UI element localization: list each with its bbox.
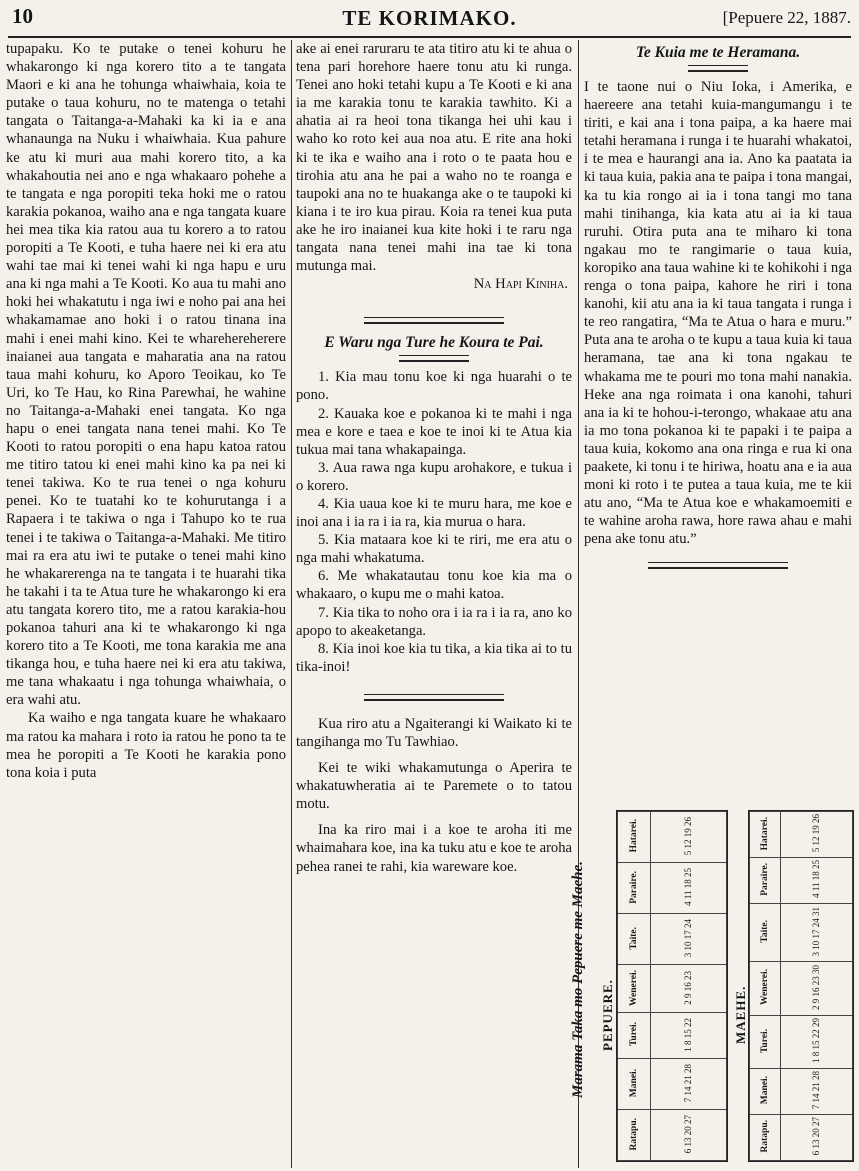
- weekday-label: Paraire.: [628, 870, 639, 904]
- calendar-row: [750, 903, 853, 962]
- weekday-label: Hatarei.: [628, 819, 639, 853]
- calendar-table: [749, 811, 853, 1161]
- calendar-month-2-name: MAEHE.: [733, 985, 748, 1045]
- calendar-row: [618, 1109, 727, 1160]
- heading-rule: [399, 355, 469, 362]
- heading-rule: [688, 65, 748, 72]
- rule-item: 8. Kia inoi koe kia tu tika, a kia tika ai to tu tika-inoi!: [296, 640, 572, 675]
- weekday-label: Turei.: [628, 1022, 639, 1047]
- weekday-cell: [618, 1109, 651, 1160]
- rule-item: 4. Kia uaua koe ki te muru hara, me koe e inoi ana i ia ra i ia ra, kia murua o hara.: [296, 495, 572, 531]
- weekday-dates: 7 14 21 28: [683, 1063, 694, 1102]
- weekday-cell: [750, 1069, 781, 1115]
- weekday-cell: [750, 1115, 781, 1161]
- dates-cell: [650, 913, 726, 964]
- calendar-month-1: [616, 810, 728, 1162]
- weekday-cell: [750, 903, 781, 962]
- calendar-table: [617, 811, 727, 1161]
- calendar-row: [618, 1013, 727, 1059]
- column-3: [584, 40, 852, 569]
- section-divider: [364, 317, 504, 324]
- weekday-cell: [618, 1013, 651, 1059]
- story-heading: Te Kuia me te Heramana.: [635, 44, 801, 61]
- rule-item: 5. Kia mataara koe ki te riri, me era atu o nga mahi whakatuma.: [296, 532, 572, 567]
- section-divider: [364, 694, 504, 701]
- calendar-row: [750, 812, 853, 858]
- rule-item: 6. Me whakatautau tonu koe kia ma o whakaaro, o kupu me o mahi katoa.: [296, 568, 572, 603]
- weekday-dates: 5 12 19 26: [683, 816, 694, 856]
- weekday-dates: 1 8 15 22: [683, 1017, 694, 1052]
- calendar-row: [618, 1058, 727, 1109]
- weekday-dates: 2 9 16 23: [683, 970, 694, 1005]
- calendar-row: [750, 1015, 853, 1068]
- weekday-cell: [618, 863, 651, 914]
- dates-cell: [780, 903, 852, 962]
- weekday-label: Turei.: [759, 1028, 770, 1053]
- weekday-dates: 3 10 17 24 31: [811, 906, 822, 957]
- calendar-title: Marama Taka mo Pepuere me Maehe.: [570, 861, 586, 1099]
- calendar-month-1-name: PEPUERE.: [600, 979, 615, 1051]
- page-number: 10: [12, 4, 33, 28]
- rule-item: 1. Kia mau tonu koe ki nga huarahi o te pono.: [296, 369, 572, 404]
- article-text: ake ai enei raruraru te ata titiro atu ki te ahua o tena pari horehore haere tonu atu ki runga. Tenei ano hoki tetahi kupu a Te Kooti e ki ana ia me karakia tonu te karakia tawhito. Ki a ahatia ai ra heoi tona tikanga hei uhi kau i waho ko roto kei aua noa atu. E rite ana hoki ki te ika e waiho ana i roto o te paata hou e tirohia atu ana he pai a waho no te roanga e taupoki ana no te huakanga ake o te taupoki ki kiana i te iro kua pirau. Koia ra tenei kua puta ake he iro inaianei kua kite hoki i te raru nga tangata nana tenei mahi ina tae ki tona mutunga mai.: [296, 41, 572, 275]
- masthead-title: TE KORIMAKO.: [342, 6, 517, 30]
- weekday-dates: 6 13 20 27: [683, 1114, 694, 1154]
- column-rule-1: [291, 40, 292, 1168]
- weekday-dates: 7 14 21 28: [811, 1071, 822, 1110]
- page-header: [8, 0, 851, 38]
- calendar-row: [750, 962, 853, 1015]
- weekday-dates: 1 8 15 22 29: [811, 1018, 822, 1064]
- weekday-label: Hatarei.: [759, 816, 770, 851]
- calendar-row: [750, 1115, 853, 1161]
- weekday-label: Wenerei.: [759, 969, 770, 1006]
- rule-item: 2. Kauaka koe e pokanoa ki te mahi i nga mea e kore e taea e koe te inoi ki te Atua kia tukua mai tana whakapainga.: [296, 405, 572, 458]
- calendar-row: [618, 812, 727, 863]
- news-item: Kei te wiki whakamutunga o Aperira te whakatuwheratia ai te Paremete o to tatou motu.: [296, 760, 572, 813]
- weekday-label: Wenerei.: [628, 969, 639, 1006]
- dates-cell: [650, 863, 726, 914]
- weekday-dates: 3 10 17 24: [683, 918, 694, 957]
- dates-cell: [780, 1069, 852, 1115]
- calendar-row: [750, 1069, 853, 1115]
- weekday-dates: 2 9 16 23 30: [811, 964, 822, 1010]
- weekday-cell: [618, 812, 651, 863]
- weekday-label: Ratapu.: [759, 1120, 770, 1153]
- weekday-dates: 4 11 18 25: [683, 868, 694, 906]
- weekday-label: Paraire.: [759, 862, 770, 896]
- dates-cell: [650, 1013, 726, 1059]
- weekday-cell: [750, 812, 781, 858]
- column-1: [6, 40, 286, 1166]
- dates-cell: [780, 857, 852, 903]
- weekday-label: Manei.: [759, 1076, 770, 1105]
- news-item: Kua riro atu a Ngaiterangi ki Waikato ki te tangihanga mo Tu Tawhiao.: [296, 715, 572, 750]
- dates-cell: [780, 812, 852, 858]
- weekday-label: Taite.: [628, 926, 639, 950]
- article-signature: Na Hapi Kiniha.: [473, 276, 568, 293]
- weekday-dates: 5 12 19 26: [811, 814, 822, 853]
- article-text: tupapaku. Ko te putake o tenei kohuru he whakarongo ki nga korero tito a te tangata Maori e ki ana he tohunga whaiwhaia, koia te putake o taua kohuru, no te matenga o tetahi tangata o Taitanga-a-Mahaki ka ki ia e ana whanaunga na Nuku i whaiwhaia. Kua pahure ke atu ki muri aua mahi korero tito, a ka whakahoutia nei ano e nga whakaaro pohehe a te tangata e nga poropiti teka hoki me o ratou karakia pokanoa, waiho ana e nga tangata kuare hei mea tika kia ratou aua tu korero a to ratou poropiti a Te Kooti, e tuha haere nei ki era atu wahi tae mai ki tenei wahi ki nga hapu e uru ana ki nga mahi a Te Kooti. Ko aua tu mahi ano hoki hei whakatutu i nga iwi e noho pai ana hei whakamamae ano hoki i o ratou tinana ina mahi i enei mahi kino. Kei te wharehereherere inaianei aua tangata e maharatia ana na ratou taua mahi kohuru, ko Aporo Teoikau, ko Te Uri, ko Te Hau, ko Rina Parewhai, he wahine no Taitanga-a-Mahaki enei tangata. Ko nga hapu o enei tangata nana tenei mahi. Ko Te Kooti to ratou poropiti o ena hapu katoa ratou me titiro tatou ki enei mahi kino ka pa nei ki tenei takiwa. Ko te rua tenei o nga kohuru penei. Ko te tuatahi ko te kohurutanga i a Rapaera i te takiwa o nga i Tahupo ko te rua tenei i te takiwa o Taitanga-a-Mahaki. Me titiro mai ra era atu iwi te putake o tenei mahi kino he whakarerenga na te tangata i te huarahi tika he takahi i ta te Atua ture he whakarongo ki era atu tangata korero tito, me a ratou karakia-hou pokanoa tahuri ana ki te whakarongo ki nga korero tito a Te Kooti, me tona karakia me ana tikanga hou, e tuha haere nei ki era atu takiwa, me tana whakaatu i nga tohunga whaiwhaia, o era wahi atu.: [6, 41, 286, 709]
- calendar-row: [750, 857, 853, 903]
- article-text-continued: Ka waiho e nga tangata kuare he whakaaro ma ratou ka mahara i roto ia ratou he pono ta te mea he poropiti a Te Kooti he karakia pono tona koia i puta: [6, 710, 286, 781]
- dates-cell: [650, 1109, 726, 1160]
- dates-cell: [650, 812, 726, 863]
- weekday-label: Taite.: [759, 920, 770, 943]
- rule-item: 3. Aua rawa nga kupu arohakore, e tukua i o korero.: [296, 459, 572, 494]
- dates-cell: [650, 964, 726, 1012]
- news-item: Ina ka riro mai i a koe te aroha iti me whaimahara koe, ina ka tuku atu e koe te aroha pehea ranei te rahi, kia wareware koe.: [296, 822, 572, 875]
- calendar-row: [618, 913, 727, 964]
- weekday-label: Manei.: [628, 1068, 639, 1097]
- weekday-cell: [750, 1015, 781, 1068]
- issue-date: [Pepuere 22, 1887.: [722, 8, 851, 27]
- weekday-cell: [618, 964, 651, 1012]
- rules-list: [296, 368, 572, 676]
- weekday-cell: [618, 1058, 651, 1109]
- calendar-row: [618, 863, 727, 914]
- dates-cell: [780, 1115, 852, 1161]
- section-divider: [648, 562, 788, 569]
- weekday-dates: 4 11 18 25: [811, 860, 822, 899]
- story-text: I te taone nui o Niu Ioka, i Amerika, e haereere ana tetahi kuia-mangumangu i te tiriti, e kai ana i tona paipa, a ka haere mai tetahi heramana i runga i te huarahi whakatoi, i te mea e haurangi ana ia. Ano ka paatata ia ki taua kuia, pakia ana te paipa i tona mangai, ka tu kia rongo ai ia i tona tangi mo tana mahi tinihanga, kia kata atu ai ia ki taua ruruhi. Otira puta ana te miharo ki tona ngakau mo te rangimarie o taua kuia, koropiko ana taua wahine ki te kohikohi i nga renga o tona paipa, kahore he riri i tona kanohi, kii atu ana ia ki taua tangata i runga i te reo rangatira, “Ma te Atua o hara e muru.” Puta ana te aroha o te kupu a taua kuia ki taua heramana, tae ana ki tona ngakau te whakama me te pouri mo tona mahi nanakia. Heke ana nga roimata i ona kanohi, tahuri ana ia ki te hohou-i-terongo, whakaae atu ana ia mo tona pokanoa ki te papaki i te paipa a taua kuia, kokomo ana ona ringa e rua ki ona paakete, ki tonu i te hiriwa, hoatu ana e ia aua moni ki roto i te putea a taua kuia, me te kii atu ano, “Ma te Atua koe e whakamoemiti e te wahine aroha rawa, hore rawa ahau e mahi pena ake tonu atu.”: [584, 79, 852, 548]
- dates-cell: [780, 962, 852, 1015]
- weekday-label: Ratapu.: [628, 1117, 639, 1151]
- calendar-row: [618, 964, 727, 1012]
- calendar-month-2: [748, 810, 854, 1162]
- rules-heading: E Waru nga Ture he Koura te Pai.: [324, 334, 544, 352]
- news-items: [296, 715, 572, 876]
- dates-cell: [650, 1058, 726, 1109]
- rule-item: 7. Kia tika to noho ora i ia ra i ia ra, ano ko apopo to akeaketanga.: [296, 604, 572, 639]
- dates-cell: [780, 1015, 852, 1068]
- weekday-cell: [618, 913, 651, 964]
- weekday-cell: [750, 857, 781, 903]
- column-2: [296, 40, 572, 884]
- weekday-dates: 6 13 20 27: [811, 1117, 822, 1156]
- weekday-cell: [750, 962, 781, 1015]
